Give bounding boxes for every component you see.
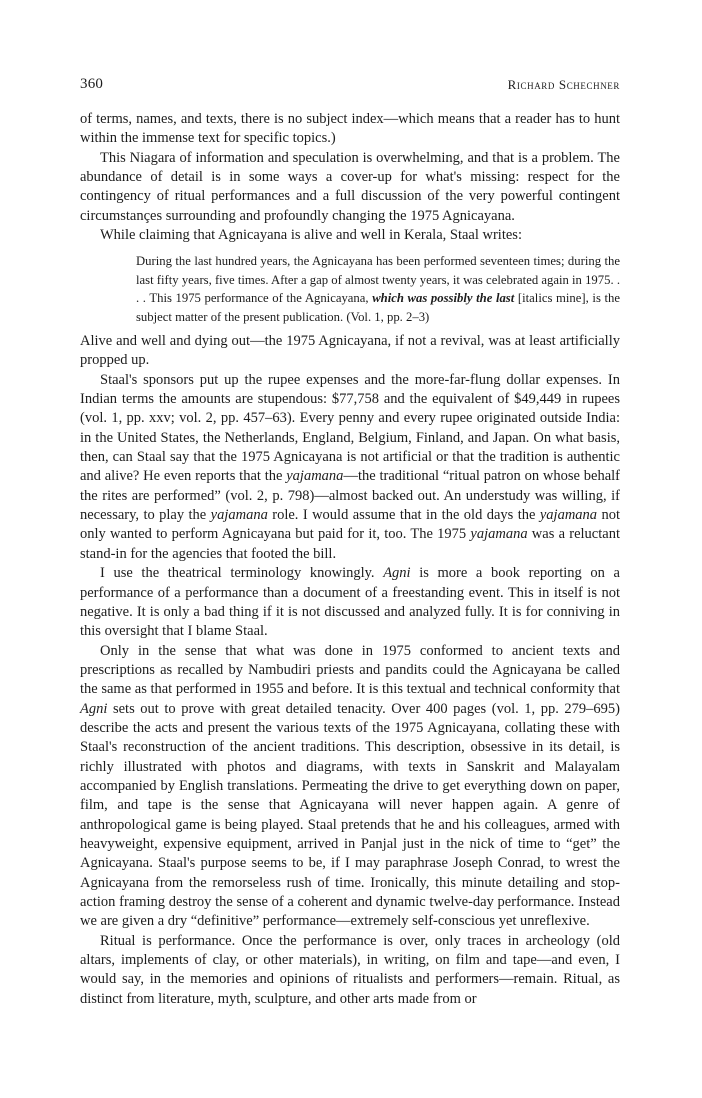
text-run: Staal's sponsors put up the rupee expenses and the more-far-flung dollar expenses. In Indian terms the amounts are stupendous: $77,758 and the equivalent of $49,449 in rupees (vol. 1, pp. xxv; vol. 2, pp. 457–63). Every penny and every rupee originated outside India: in the United States, the Netherlands, England, Belgium, Finland, and Japan. On what basis, then, can Staal say that the 1975 Agnicayana is not artificial or that the tradition is authentic and alive? He even reports that the <box>80 371 620 485</box>
paragraph <box>80 332 620 371</box>
text-run: During the last hundred years, the Agnicayana has been performed seventeen times; during the last fifty years, five times. After a gap of almost twenty years, it was celebrated again in 1975. . . . This 1975 performance of the Agnicayana, <box>136 254 620 306</box>
text-run: is more a book reporting on a performance of a performance than a document of a freestanding event. This in itself is not negative. It is only a bad thing if it is not discussed and analyzed fully. It is for conniving in this oversight that I blame Staal. <box>80 565 620 640</box>
text-run: was a reluctant stand-in for the agencies that footed the bill. <box>80 526 620 562</box>
text-run: —the traditional “ritual patron on whose behalf the rites are performed” (vol. 2, p. 798)—almost backed out. An understudy was willing, if necessary, to play the <box>80 468 620 524</box>
italic-text: Agni <box>80 700 108 717</box>
text-run: of terms, names, and texts, there is no subject index—which means that a reader has to hunt within the immense text for specific topics.) <box>80 111 620 147</box>
running-head: Richard Schechner <box>507 77 620 92</box>
block-quote <box>136 252 620 326</box>
italic-text: which was possibly the last <box>372 291 515 306</box>
text-run: This Niagara of information and speculation is overwhelming, and that is a problem. The abundance of detail is in some ways a cover-up for what's missing: respect for the contingency of ritual performances and a full discussion of the very powerful contingent circumstançes surrounding and profoundly changing the 1975 Agnicayana. <box>80 149 620 224</box>
text-run: not only wanted to perform Agnicayana but paid for it, too. The 1975 <box>80 507 621 543</box>
paragraph <box>80 932 620 1009</box>
text-run: role. I would assume that in the old days the <box>267 507 540 524</box>
italic-text: yajamana <box>470 526 528 543</box>
italic-text: yajamana <box>539 507 598 524</box>
paragraph <box>80 371 620 564</box>
text-run: sets out to prove with great detailed tenacity. Over 400 pages (vol. 1, pp. 279–695) describe the acts and present the various texts of the 1975 Agnicayana, collating these with Staal's reconstruction of the ancient traditions. This description, obsessive in its detail, is richly illustrated with photos and diagrams, with texts in Sanskrit and Malayalam accompanied by English translations. Permeating the drive to get everything down on paper, film, and tape is the sense that Agnicayana will never happen again. A genre of anthropological game is being played. Staal pretends that he and his colleagues, armed with heavyweight, expensive equipment, arrived in Panjal just in the nick of time to “get” the Agnicayana. Staal's purpose seems to be, if I may paraphrase Joseph Conrad, to wrest the Agnicayana from the remorseless rush of time. Ironically, this minute detailing and stop-action framing destroy the sense of a coherent and dynamic twelve-day performance. Instead we are given a dry “definitive” performance—extremely self-conscious yet unreflexive. <box>80 700 620 930</box>
paragraph <box>80 642 620 932</box>
text-run: Ritual is performance. Once the performance is over, only traces in archeology (old altars, implements of clay, or other materials), in writing, on film and tape—and even, I would say, in the memories and opinions of ritualists and performers—remain. Ritual, as distinct from literature, myth, sculpture, and other arts made from or <box>80 932 620 1007</box>
paragraph <box>80 226 620 245</box>
text-run: [italics mine], is the subject matter of the present publication. (Vol. 1, pp. 2–3) <box>136 291 620 324</box>
text-run: Only in the sense that what was done in 1975 conformed to ancient texts and prescriptions as recalled by Nambudiri priests and pandits could the Agnicayana be called the same as that performed in 1955 and before. It is this textual and technical conformity that <box>80 642 620 698</box>
paragraph <box>80 564 620 641</box>
paragraph <box>80 110 620 149</box>
page-number: 360 <box>80 76 104 92</box>
italic-text: Agni <box>383 565 411 582</box>
body-text <box>80 110 620 1009</box>
text-run: I use the theatrical terminology knowingly. <box>100 565 384 582</box>
text-run: While claiming that Agnicayana is alive and well in Kerala, Staal writes: <box>100 227 522 244</box>
paragraph <box>80 149 620 226</box>
italic-text: yajamana <box>210 507 268 524</box>
italic-text: yajamana <box>286 468 344 485</box>
text-run: Alive and well and dying out—the 1975 Agnicayana, if not a revival, was at least artificially propped up. <box>80 333 620 369</box>
